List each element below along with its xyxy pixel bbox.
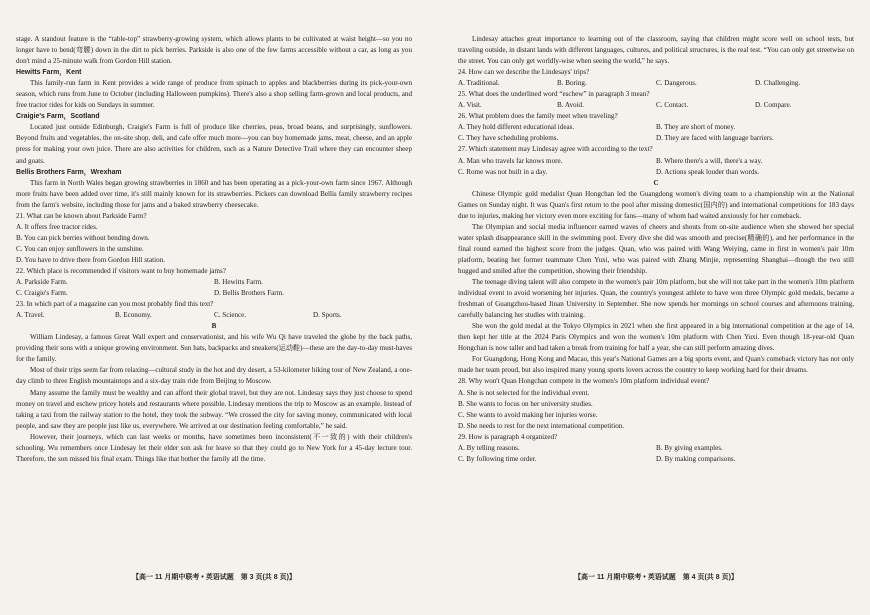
section-c-heading: C: [653, 178, 659, 187]
passage-c-para-3: The teenage diving talent will also compete in the women's pair 10m platform, but she will not take part in the women's 10m platform individual event to avoid worsening her injuries. Quan, the country's youngest athlete to have won three Olympic gold medals, became a freshman of Guangzhou-based Jinan University in September. She now spends her mornings on school courses and afternoons training, carefully balancing her studies with training.: [458, 278, 854, 320]
q23-options: [16, 310, 412, 321]
q26-option-b: B. They are short of money.: [656, 123, 736, 132]
q29-option-a: A. By telling reasons.: [458, 443, 520, 452]
question-22: 22. Which place is recommended if visitors want to buy homemade jams?: [16, 266, 226, 275]
question-26: 26. What problem does the family meet when traveling?: [458, 112, 618, 121]
q21-option-a: A. It offers free tractor rides.: [16, 222, 98, 231]
page-3: [16, 34, 412, 594]
q22-options-row-2: [16, 288, 412, 299]
q28-option-d: D. She needs to rest for the next international competition.: [458, 421, 625, 430]
q21-option-d: D. You have to drive there from Gordon Hill station.: [16, 255, 165, 264]
page-4: [458, 34, 854, 594]
q28-option-c: C. She wants to avoid making her injuries worse.: [458, 410, 598, 419]
passage-hewitts: This family-run farm in Kent provides a wide range of produce from spinach to apples and blackberries during its pick-your-own season, which runs from June to October (including Halloween pumpkins). There's also a shop selling farm-grown and local products, and free tractor rides for kids on Sundays in summer.: [16, 79, 412, 110]
q29-options-row-2: [458, 454, 854, 465]
question-28: 28. Why won't Quan Hongchan compete in the women's 10m platform individual event?: [458, 377, 710, 386]
q22-option-c: C. Craigie's Farm.: [16, 289, 68, 298]
q29-option-b: B. By giving examples.: [656, 443, 723, 452]
question-21: 21. What can be known about Parkside Farm?: [16, 211, 147, 220]
q24-options: [458, 78, 854, 89]
heading-bellis-farm: Bellis Brothers Farm，Wrexham: [16, 168, 122, 176]
q27-option-a: A. Man who travels far knows more.: [458, 156, 563, 165]
question-25: 25. What does the underlined word “eschew” in paragraph 3 mean?: [458, 90, 650, 99]
q27-option-d: D. Actions speak louder than words.: [656, 167, 760, 176]
q26-option-c: C. They have scheduling problems.: [458, 134, 559, 143]
q21-option-c: C. You can enjoy sunflowers in the sunshine.: [16, 244, 144, 253]
question-27: 27. Which statement may Lindesay agree with according to the text?: [458, 145, 653, 154]
q26-options-row-2: [458, 133, 854, 144]
q25-options: [458, 100, 854, 111]
passage-craigies: Located just outside Edinburgh, Craigie's Farm is full of produce like cherries, peas, broad beans, and surprisingly, sunflowers. Beyond fruits and vegetables, the on-site shop, deli, and cafe offer much more—you can buy homemade jams, meat, cheese, and an apple press for making your own juice. There are also activities for children, such as a Nature Detective Trail where they can encounter sheep and goats.: [16, 123, 412, 165]
q26-option-a: A. They hold different educational ideas.: [458, 123, 575, 132]
q26-option-d: D. They are faced with language barriers.: [656, 134, 774, 143]
passage-b-para-4: However, their journeys, which can last weeks or months, have sometimes been inconsistent(不一致的) with their children's schooling. Wu remembers once Lindesay let their elder son ask for leave so that they could go to New York for a 45-day lecture tour. Therefore, the son missed his final exam. Things like that bother the family all the time.: [16, 432, 412, 463]
q24-option-c: C. Dangerous.: [656, 79, 697, 88]
q25-option-d: D. Compare.: [755, 101, 792, 110]
page-3-footer: 【高一 11 月期中联考 • 英语试题 第 3 页(共 8 页)】: [132, 574, 296, 581]
q23-option-c: C. Science.: [214, 311, 247, 320]
q29-option-c: C. By following time order.: [458, 454, 537, 463]
question-24: 24. How can we describe the Lindesays' trips?: [458, 68, 590, 77]
q22-option-b: B. Hewitts Farm.: [214, 278, 263, 287]
q24-option-a: A. Traditional.: [458, 79, 500, 88]
q22-options-row-1: [16, 277, 412, 288]
q22-option-d: D. Bellis Brothers Farm.: [214, 289, 284, 298]
passage-b-para-3: Many assume the family must be wealthy and can afford their global travel, but they are not. Lindesay says they just choose to spend money on travel and eschew pricey hotels and restaurants where possible. Lindesay mentions the trip to Moscow as an example. Instead of taking a taxi from the railway station to the hotel, they took the subway. “We crossed the city for saving money, communicated with local people, and saw they are people just like us, everywhere. We arrived at our destination feeling comfortable,” he said.: [16, 388, 412, 430]
q26-options-row-1: [458, 122, 854, 133]
q24-option-b: B. Boring.: [557, 79, 587, 88]
passage-b-para-5: Lindesay attaches great importance to learning out of the classroom, saying that children might score well on school tests, but traveling outside, in distant lands with different languages, cultures, and political structures, is the real test. “You can only get streetwise on the street. You can only get worldly-wise when seeing the world,” he says.: [458, 35, 854, 66]
section-b-heading: B: [211, 322, 217, 331]
passage-bellis: This farm in North Wales began growing strawberries in 1860 and has been operating as a pick-your-own farm since 1967. Although more fruits have been added over time, it's still mainly known for its strawberries. Pickers can download Bellis family strawberry recipes from the farm's website, including those for jams and a baked strawberry cheesecake.: [16, 178, 412, 209]
q27-option-b: B. Where there's a will, there's a way.: [656, 156, 763, 165]
page-4-footer: 【高一 11 月期中联考 • 英语试题 第 4 页(共 8 页)】: [574, 574, 738, 581]
heading-hewitts-farm: Hewitts Farm，Kent: [16, 69, 82, 77]
passage-b-para-1: William Lindesay, a famous Great Wall expert and conservationist, and his wife Wu Qi have traveled the globe by the back paths, providing their sons with a unique growing environment. Sun hats, backpacks and sneakers(运动鞋)—these are the day-to-day must-haves for the family.: [16, 333, 412, 364]
q27-option-c: C. Rome was not built in a day.: [458, 167, 548, 176]
passage-a-intro: stage. A standout feature is the “table-top” strawberry-growing system, which allows plants to be cultivated at waist height—so you no longer have to bend(弯腰) down in the dirt to pick berries. Parkside is also one of the few farms accessible without a car, as long as you don't mind a 25-minute walk from Gordon Hill station.: [16, 35, 412, 66]
q29-options-row-1: [458, 443, 854, 454]
heading-craigies-farm: Craigie's Farm，Scotland: [16, 113, 100, 121]
q23-option-a: A. Travel.: [16, 311, 45, 320]
question-23: 23. In which part of a magazine can you most probably find this text?: [16, 300, 214, 309]
q22-option-a: A. Parkside Farm.: [16, 278, 68, 287]
q25-option-c: C. Contact.: [656, 101, 689, 110]
q27-options-row-2: [458, 167, 854, 178]
q23-option-d: D. Sports.: [313, 311, 342, 320]
passage-c-para-5: For Guangdong, Hong Kong and Macao, this year's National Games are a big sports event, and Quan's comeback victory has not only made her team proud, but also inspired many young sports lovers across the country to keep working hard for their dreams.: [458, 355, 854, 375]
q28-option-a: A. She is not selected for the individual event.: [458, 388, 590, 397]
passage-c-para-2: The Olympian and social media influencer earned waves of cheers and shouts from on-site audience when she showed her special water splash disappearance skill in the swimming pool. Every dive she did was smooth and precise(精确的), and her performance in the final round earned the highest score from the judges. Quan, who was paired with Wang Weiying, came in first in women's pair 10m platform, beating her former teammate Chen Yuxi, who was paired with Zhang Minjie, representing Shanghai—though the two still hugged and smiled after the competition, showing their friendship.: [458, 222, 854, 275]
q28-option-b: B. She wants to focus on her university studies.: [458, 399, 593, 408]
question-29: 29. How is paragraph 4 organized?: [458, 432, 558, 441]
q27-options-row-1: [458, 156, 854, 167]
q29-option-d: D. By making comparisons.: [656, 454, 736, 463]
q23-option-b: B. Economy.: [115, 311, 152, 320]
passage-c-para-1: Chinese Olympic gold medalist Quan Hongchan led the Guangdong women's diving team to a championship win at the National Games on Sunday night. It was Quan's first return to the pool after missing domestic(国内的) and international competitions for 183 days due to injuries, making her victory even more exciting for fans—many of whom had waited anxiously for her comeback.: [458, 189, 854, 220]
q24-option-d: D. Challenging.: [755, 79, 801, 88]
q21-option-b: B. You can pick berries without bending down.: [16, 233, 150, 242]
q25-option-b: B. Avoid.: [557, 101, 584, 110]
passage-c-para-4: She won the gold medal at the Tokyo Olympics in 2021 when she first appeared in a big international competition at the age of 14, then kept her title at the 2024 Paris Olympics and won the women's 10m platform with Chen Yuxi. Even though 18-year-old Quan Hongchan is now taller and had taken a break from training for half a year, she can still perform amazing dives.: [458, 322, 854, 353]
q25-option-a: A. Visit.: [458, 101, 482, 110]
passage-b-para-2: Most of their trips seem far from relaxing—cultural study in the hot and dry desert, a 53-kilometer hiking tour of New Zealand, a one-day climb to three English mountaintops and a six-day train ride from Beijing to Moscow.: [16, 366, 412, 386]
